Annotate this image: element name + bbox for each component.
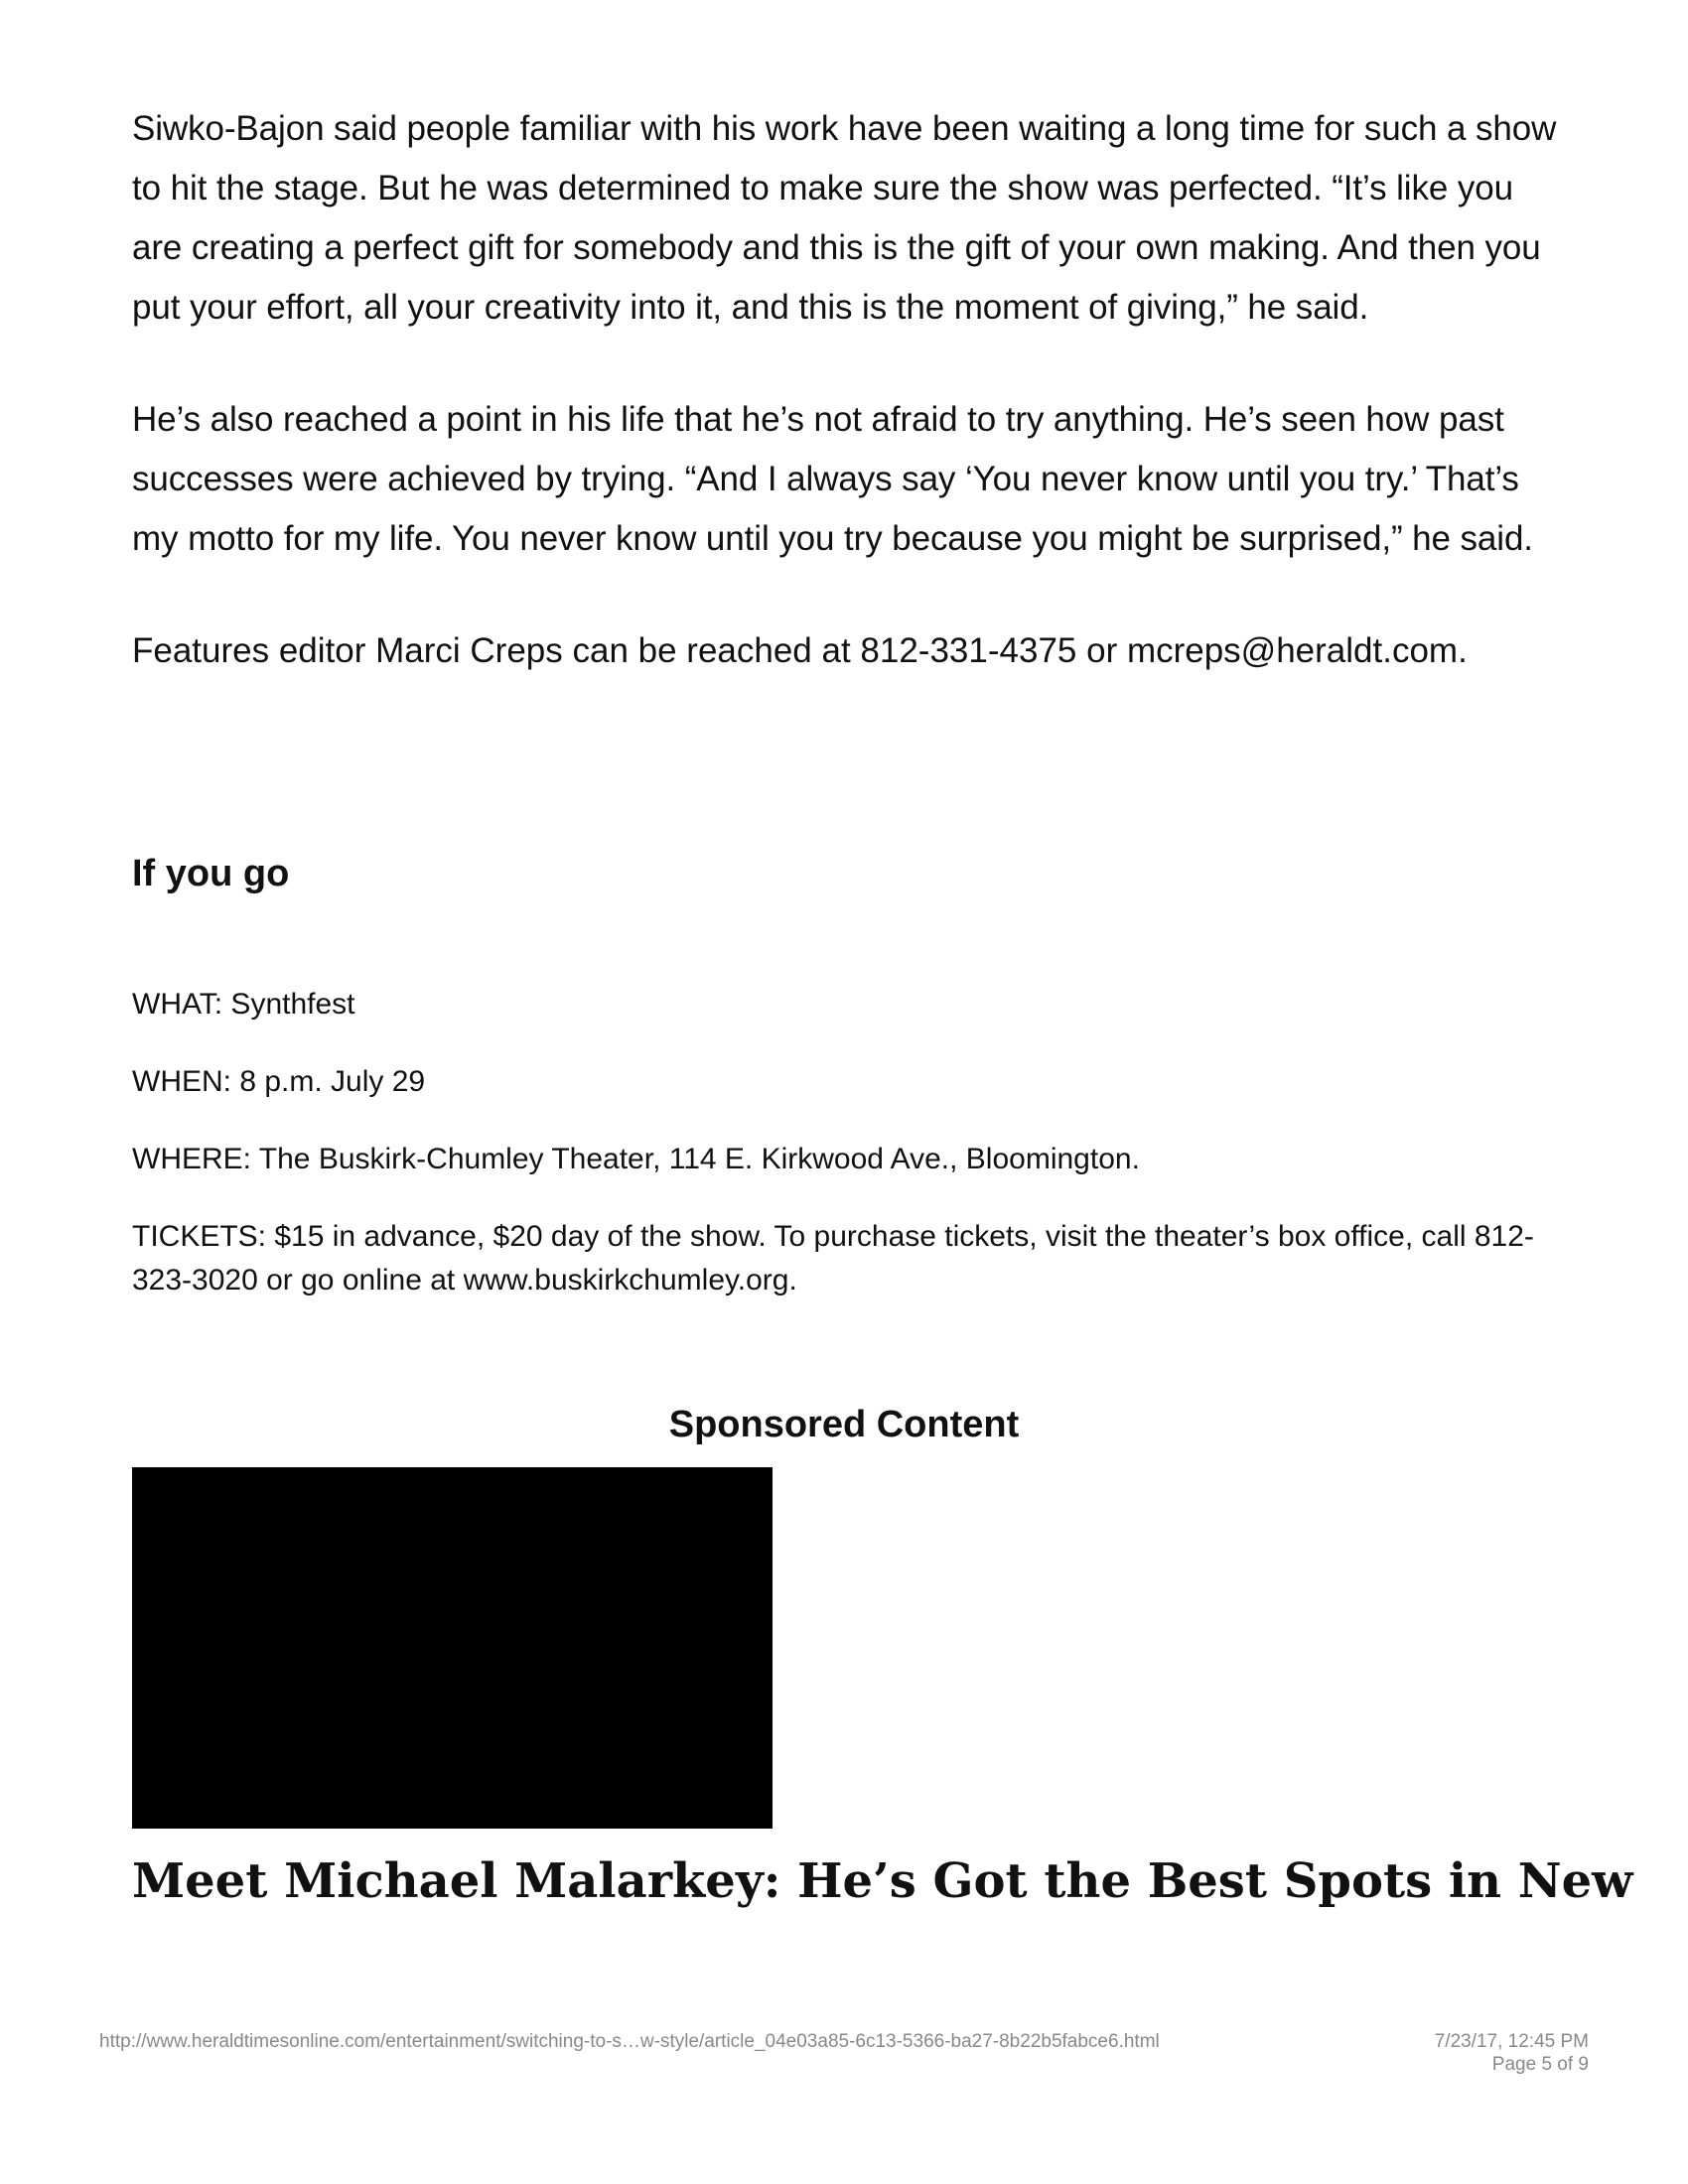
event-tickets: TICKETS: $15 in advance, $20 day of the show. To purchase tickets, visit the theater’s box office, call 812-323-3020 or go online at www.buskirkchumley.org. xyxy=(132,1220,1534,1297)
article-body xyxy=(132,99,1572,681)
sponsored-content-heading: Sponsored Content xyxy=(668,1404,1020,1445)
footer-url: http://www.heraldtimesonline.com/entertainment/switching-to-s…w-style/article_04e03a85-6c13-5366-ba27-8b22b5fabce6.html xyxy=(99,2031,1160,2052)
footer-meta xyxy=(1435,2030,1589,2076)
article-paragraph-2: He’s also reached a point in his life that he’s not afraid to try anything. He’s seen how past successes were achieved by trying. “And I always say ‘You never know until you try.’ That’s my motto for my life. You never know until you try because you might be surprised,” he said. xyxy=(132,400,1533,558)
article-paragraph-1: Siwko-Bajon said people familiar with his work have been waiting a long time for such a show to hit the stage. But he was determined to make sure the show was perfected. “It’s like you are creating a perfect gift for somebody and this is the gift of your own making. And then you put your effort, all your creativity into it, and this is the moment of giving,” he said. xyxy=(132,109,1557,327)
footer-page-number: Page 5 of 9 xyxy=(1491,2054,1589,2075)
event-what: WHAT: Synthfest xyxy=(132,988,355,1021)
editor-contact-text: Features editor Marci Creps can be reached at 812-331-4375 or mcreps@heraldt.com. xyxy=(132,631,1468,670)
sponsored-image[interactable] xyxy=(132,1467,773,1829)
event-where: WHERE: The Buskirk-Chumley Theater, 114 E. Kirkwood Ave., Bloomington. xyxy=(132,1143,1140,1175)
event-when: WHEN: 8 p.m. July 29 xyxy=(132,1065,426,1098)
footer-datetime: 7/23/17, 12:45 PM xyxy=(1434,2031,1589,2052)
editor-contact xyxy=(132,621,1572,681)
if-you-go-heading: If you go xyxy=(132,853,290,894)
sponsored-article-title[interactable]: Meet Michael Malarkey: He’s Got the Best Spots in New xyxy=(132,1853,1633,1909)
